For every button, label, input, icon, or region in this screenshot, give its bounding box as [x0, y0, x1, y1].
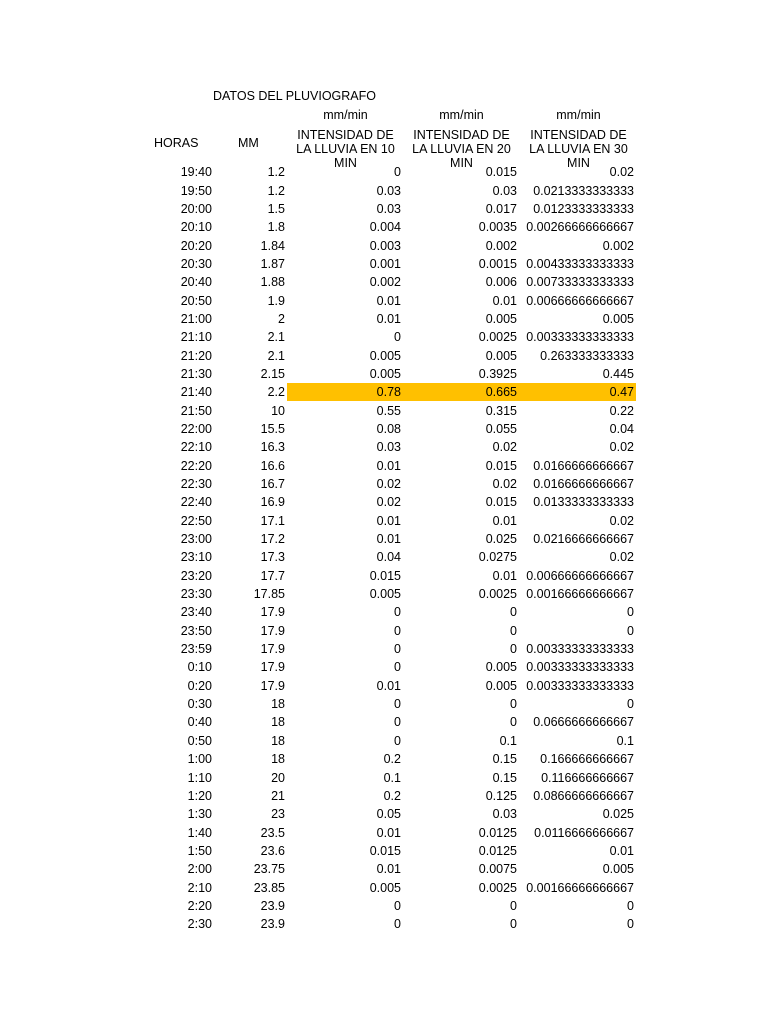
cell-intensity-20min[interactable]: 0.0275: [478, 550, 517, 565]
cell-intensity-10min[interactable]: 0: [394, 917, 401, 932]
cell-mm[interactable]: 17.9: [260, 678, 285, 693]
cell-mm[interactable]: 1.9: [267, 293, 285, 308]
table-row: [150, 842, 636, 860]
cell-intensity-30min[interactable]: 0.00666666666667: [526, 568, 634, 583]
table-row: [150, 695, 636, 713]
cell-hora[interactable]: 20:10: [180, 220, 212, 235]
cell-intensity-20min[interactable]: 0.0125: [478, 825, 517, 840]
cell-mm[interactable]: 23.5: [260, 825, 285, 840]
cell-intensity-30min[interactable]: 0.00333333333333: [526, 642, 634, 657]
cell-intensity-10min[interactable]: 0: [394, 623, 401, 638]
cell-intensity-10min[interactable]: 0: [394, 660, 401, 675]
cell-intensity-30min[interactable]: 0.0866666666667: [533, 788, 634, 803]
cell-hora[interactable]: 22:30: [180, 477, 212, 492]
cell-intensity-30min[interactable]: 0: [627, 697, 634, 712]
table-row: [150, 713, 636, 731]
cell-mm[interactable]: 17.9: [260, 660, 285, 675]
cell-hora[interactable]: 21:00: [180, 311, 212, 326]
cell-intensity-30min[interactable]: 0.0123333333333: [533, 201, 634, 216]
cell-mm[interactable]: 18: [271, 697, 285, 712]
cell-intensity-20min[interactable]: 0: [510, 715, 517, 730]
cell-mm[interactable]: 1.5: [267, 201, 285, 216]
cell-hora[interactable]: 21:40: [180, 385, 212, 400]
cell-hora[interactable]: 23:50: [180, 623, 212, 638]
cell-intensity-10min[interactable]: 0.003: [369, 238, 401, 253]
table-row: [150, 897, 636, 915]
cell-hora[interactable]: 22:40: [180, 495, 212, 510]
table-row: [150, 658, 636, 676]
cell-intensity-20min[interactable]: 0.0025: [478, 330, 517, 345]
cell-intensity-30min[interactable]: 0.0216666666667: [533, 532, 634, 547]
cell-intensity-20min[interactable]: 0.0035: [478, 220, 517, 235]
cell-intensity-30min[interactable]: 0.00166666666667: [526, 880, 634, 895]
cell-intensity-30min[interactable]: 0.0166666666667: [533, 477, 634, 492]
cell-mm[interactable]: 17.9: [260, 623, 285, 638]
cell-mm[interactable]: 16.3: [260, 440, 285, 455]
cell-intensity-20min[interactable]: 0.665: [403, 383, 519, 401]
cell-intensity-20min[interactable]: 0.0025: [478, 880, 517, 895]
column-header-intensity-20min: INTENSIDAD DE LA LLUVIA EN 20 MIN: [412, 128, 511, 170]
cell-intensity-30min[interactable]: 0.025: [602, 807, 634, 822]
cell-hora[interactable]: 0:40: [187, 715, 212, 730]
table-row: [150, 787, 636, 805]
table-row: [150, 603, 636, 621]
table-row: [150, 585, 636, 603]
cell-mm[interactable]: 17.1: [260, 513, 285, 528]
cell-mm[interactable]: 23.75: [253, 862, 285, 877]
cell-intensity-10min[interactable]: 0.01: [376, 678, 401, 693]
unit-label-30min: mm/min: [556, 108, 601, 122]
cell-mm[interactable]: 1.8: [267, 220, 285, 235]
cell-hora[interactable]: 22:00: [180, 421, 212, 436]
cell-hora[interactable]: 1:30: [187, 807, 212, 822]
cell-hora[interactable]: 21:20: [180, 348, 212, 363]
cell-hora[interactable]: 2:10: [187, 880, 212, 895]
cell-intensity-10min[interactable]: 0: [394, 330, 401, 345]
table-row: [150, 310, 636, 328]
cell-intensity-20min[interactable]: 0.0125: [478, 843, 517, 858]
cell-mm[interactable]: 23.9: [260, 898, 285, 913]
cell-intensity-10min[interactable]: 0.78: [287, 383, 403, 401]
cell-intensity-10min[interactable]: 0.02: [376, 477, 401, 492]
cell-intensity-20min[interactable]: 0.02: [492, 477, 517, 492]
cell-hora[interactable]: 23:30: [180, 587, 212, 602]
cell-intensity-30min[interactable]: 0.00333333333333: [526, 678, 634, 693]
cell-intensity-20min[interactable]: 0.125: [485, 788, 517, 803]
cell-intensity-30min[interactable]: 0.00266666666667: [526, 220, 634, 235]
cell-mm[interactable]: 2.1: [267, 348, 285, 363]
cell-mm[interactable]: 15.5: [260, 421, 285, 436]
table-row: [150, 493, 636, 511]
cell-intensity-10min[interactable]: 0.005: [369, 366, 401, 381]
cell-hora[interactable]: 23:00: [180, 532, 212, 547]
table-row: [150, 200, 636, 218]
table-row: [150, 732, 636, 750]
cell-mm[interactable]: 2.1: [267, 330, 285, 345]
cell-hora[interactable]: 0:10: [187, 660, 212, 675]
table-row: [150, 383, 636, 401]
cell-intensity-20min[interactable]: 0.15: [492, 770, 517, 785]
cell-intensity-10min[interactable]: 0.01: [376, 293, 401, 308]
cell-intensity-10min[interactable]: 0.015: [369, 843, 401, 858]
cell-hora[interactable]: 23:20: [180, 568, 212, 583]
table-row: [150, 346, 636, 364]
table-row: [150, 475, 636, 493]
cell-intensity-30min[interactable]: 0.02: [609, 440, 634, 455]
cell-intensity-10min[interactable]: 0: [394, 733, 401, 748]
cell-intensity-10min[interactable]: 0.01: [376, 825, 401, 840]
cell-hora[interactable]: 23:10: [180, 550, 212, 565]
cell-intensity-20min[interactable]: 0.015: [485, 458, 517, 473]
cell-intensity-20min[interactable]: 0.3925: [478, 366, 517, 381]
cell-intensity-20min[interactable]: 0.02: [492, 440, 517, 455]
cell-intensity-30min[interactable]: 0.02: [609, 513, 634, 528]
cell-intensity-20min[interactable]: 0.025: [485, 532, 517, 547]
cell-intensity-20min[interactable]: 0.005: [485, 311, 517, 326]
cell-hora[interactable]: 20:40: [180, 275, 212, 290]
rainfall-data-table: [150, 163, 636, 933]
cell-mm[interactable]: 2: [278, 311, 285, 326]
cell-mm[interactable]: 1.2: [267, 165, 285, 180]
cell-intensity-10min[interactable]: 0.03: [376, 440, 401, 455]
table-row: [150, 255, 636, 273]
cell-mm[interactable]: 1.88: [260, 275, 285, 290]
cell-intensity-30min[interactable]: 0: [627, 898, 634, 913]
cell-intensity-20min[interactable]: 0.002: [485, 238, 517, 253]
cell-hora[interactable]: 20:00: [180, 201, 212, 216]
cell-intensity-30min[interactable]: 0.47: [519, 383, 636, 401]
table-row: [150, 365, 636, 383]
cell-intensity-10min[interactable]: 0.005: [369, 348, 401, 363]
cell-intensity-20min[interactable]: 0.005: [485, 660, 517, 675]
cell-intensity-20min[interactable]: 0.005: [485, 678, 517, 693]
cell-intensity-30min[interactable]: 0.0116666666667: [534, 825, 634, 840]
cell-intensity-20min[interactable]: 0: [510, 917, 517, 932]
cell-hora[interactable]: 21:10: [180, 330, 212, 345]
table-row: [150, 512, 636, 530]
cell-intensity-30min[interactable]: 0.002: [602, 238, 634, 253]
cell-hora[interactable]: 1:40: [187, 825, 212, 840]
cell-intensity-30min[interactable]: 0.00166666666667: [526, 587, 634, 602]
cell-mm[interactable]: 1.87: [260, 256, 285, 271]
table-row: [150, 622, 636, 640]
cell-intensity-20min[interactable]: 0.01: [492, 513, 517, 528]
cell-intensity-20min[interactable]: 0: [510, 697, 517, 712]
cell-intensity-30min[interactable]: 0.02: [609, 550, 634, 565]
cell-mm[interactable]: 17.3: [260, 550, 285, 565]
column-header-intensity-30min: INTENSIDAD DE LA LLUVIA EN 30 MIN: [529, 128, 628, 170]
cell-intensity-10min[interactable]: 0.01: [376, 862, 401, 877]
cell-hora[interactable]: 1:10: [187, 770, 212, 785]
cell-intensity-10min[interactable]: 0.005: [369, 880, 401, 895]
cell-intensity-20min[interactable]: 0: [510, 623, 517, 638]
cell-intensity-20min[interactable]: 0.0015: [478, 256, 517, 271]
table-row: [150, 218, 636, 236]
cell-mm[interactable]: 23.6: [260, 843, 285, 858]
table-row: [150, 677, 636, 695]
table-row: [150, 548, 636, 566]
cell-mm[interactable]: 17.9: [260, 605, 285, 620]
cell-hora[interactable]: 21:30: [180, 366, 212, 381]
cell-intensity-30min[interactable]: 0.0213333333333: [533, 183, 634, 198]
cell-hora[interactable]: 0:20: [187, 678, 212, 693]
cell-intensity-10min[interactable]: 0.1: [383, 770, 401, 785]
table-row: [150, 640, 636, 658]
cell-intensity-20min[interactable]: 0: [510, 898, 517, 913]
cell-intensity-30min[interactable]: 0.00333333333333: [526, 330, 634, 345]
cell-intensity-20min[interactable]: 0.055: [485, 421, 517, 436]
cell-intensity-30min[interactable]: 0.263333333333: [540, 348, 634, 363]
cell-intensity-20min[interactable]: 0.03: [492, 183, 517, 198]
cell-intensity-30min[interactable]: 0.00333333333333: [526, 660, 634, 675]
cell-intensity-30min[interactable]: 0.22: [609, 403, 634, 418]
cell-hora[interactable]: 22:50: [180, 513, 212, 528]
table-row: [150, 915, 636, 933]
cell-mm[interactable]: 17.7: [260, 568, 285, 583]
cell-hora[interactable]: 23:59: [180, 642, 212, 657]
cell-intensity-10min[interactable]: 0.02: [376, 495, 401, 510]
cell-mm[interactable]: 16.6: [260, 458, 285, 473]
cell-intensity-30min[interactable]: 0.005: [602, 862, 634, 877]
cell-intensity-10min[interactable]: 0: [394, 642, 401, 657]
cell-intensity-10min[interactable]: 0.03: [376, 183, 401, 198]
cell-intensity-20min[interactable]: 0.01: [492, 293, 517, 308]
cell-intensity-20min[interactable]: 0.015: [485, 165, 517, 180]
cell-mm[interactable]: 23.9: [260, 917, 285, 932]
cell-intensity-20min[interactable]: 0.0075: [478, 862, 517, 877]
cell-mm[interactable]: 2.2: [267, 385, 285, 400]
cell-intensity-10min[interactable]: 0: [394, 697, 401, 712]
cell-hora[interactable]: 1:20: [187, 788, 212, 803]
cell-intensity-30min[interactable]: 0.00733333333333: [526, 275, 634, 290]
cell-intensity-10min[interactable]: 0.01: [376, 532, 401, 547]
cell-mm[interactable]: 17.85: [253, 587, 285, 602]
cell-mm[interactable]: 16.7: [260, 477, 285, 492]
cell-intensity-30min[interactable]: 0.0166666666667: [533, 458, 634, 473]
cell-hora[interactable]: 20:50: [180, 293, 212, 308]
cell-intensity-20min[interactable]: 0.01: [492, 568, 517, 583]
cell-hora[interactable]: 20:20: [180, 238, 212, 253]
cell-intensity-30min[interactable]: 0.01: [609, 843, 634, 858]
cell-intensity-30min[interactable]: 0.166666666667: [540, 752, 634, 767]
cell-intensity-10min[interactable]: 0: [394, 715, 401, 730]
sheet-title: DATOS DEL PLUVIOGRAFO: [213, 89, 377, 103]
cell-mm[interactable]: 2.15: [260, 366, 285, 381]
cell-hora[interactable]: 0:30: [187, 697, 212, 712]
cell-intensity-30min[interactable]: 0.0133333333333: [533, 495, 634, 510]
column-header-mm: MM: [238, 136, 259, 150]
table-row: [150, 273, 636, 291]
cell-hora[interactable]: 1:00: [187, 752, 212, 767]
cell-mm[interactable]: 23: [271, 807, 285, 822]
cell-mm[interactable]: 23.85: [253, 880, 285, 895]
cell-intensity-20min[interactable]: 0.1: [499, 733, 517, 748]
cell-hora[interactable]: 22:10: [180, 440, 212, 455]
cell-hora[interactable]: 22:20: [180, 458, 212, 473]
table-row: [150, 823, 636, 841]
cell-intensity-10min[interactable]: 0.55: [376, 403, 401, 418]
cell-intensity-30min[interactable]: 0.02: [609, 165, 634, 180]
cell-hora[interactable]: 23:40: [180, 605, 212, 620]
cell-intensity-10min[interactable]: 0.015: [369, 568, 401, 583]
unit-label-20min: mm/min: [439, 108, 484, 122]
table-row: [150, 291, 636, 309]
table-row: [150, 805, 636, 823]
table-row: [150, 328, 636, 346]
unit-label-10min: mm/min: [323, 108, 368, 122]
cell-hora[interactable]: 0:50: [187, 733, 212, 748]
cell-hora[interactable]: 21:50: [180, 403, 212, 418]
cell-intensity-10min[interactable]: 0.005: [369, 587, 401, 602]
table-row: [150, 530, 636, 548]
cell-hora[interactable]: 19:50: [180, 183, 212, 198]
cell-intensity-30min[interactable]: 0.04: [609, 421, 634, 436]
cell-mm[interactable]: 20: [271, 770, 285, 785]
cell-intensity-30min[interactable]: 0.0666666666667: [533, 715, 634, 730]
table-row: [150, 438, 636, 456]
cell-mm[interactable]: 16.9: [260, 495, 285, 510]
cell-intensity-30min[interactable]: 0.445: [602, 366, 634, 381]
table-row: [150, 567, 636, 585]
cell-intensity-10min[interactable]: 0.004: [369, 220, 401, 235]
cell-hora[interactable]: 2:30: [187, 917, 212, 932]
cell-hora[interactable]: 1:50: [187, 843, 212, 858]
column-header-horas: HORAS: [154, 136, 199, 150]
cell-intensity-20min[interactable]: 0.005: [485, 348, 517, 363]
cell-intensity-10min[interactable]: 0: [394, 605, 401, 620]
cell-intensity-10min[interactable]: 0: [394, 165, 401, 180]
table-row: [150, 768, 636, 786]
table-row: [150, 236, 636, 254]
cell-intensity-10min[interactable]: 0.2: [383, 752, 401, 767]
cell-mm[interactable]: 17.2: [260, 532, 285, 547]
cell-mm[interactable]: 21: [271, 788, 285, 803]
cell-mm[interactable]: 18: [271, 752, 285, 767]
cell-intensity-20min[interactable]: 0.315: [485, 403, 517, 418]
cell-intensity-30min[interactable]: 0: [627, 623, 634, 638]
cell-intensity-20min[interactable]: 0: [510, 605, 517, 620]
cell-hora[interactable]: 2:00: [187, 862, 212, 877]
cell-intensity-10min[interactable]: 0.002: [369, 275, 401, 290]
cell-mm[interactable]: 10: [271, 403, 285, 418]
cell-intensity-10min[interactable]: 0.001: [369, 256, 401, 271]
cell-intensity-10min[interactable]: 0.01: [376, 311, 401, 326]
cell-hora[interactable]: 2:20: [187, 898, 212, 913]
cell-intensity-30min[interactable]: 0.1: [616, 733, 634, 748]
cell-mm[interactable]: 17.9: [260, 642, 285, 657]
cell-intensity-20min[interactable]: 0.015: [485, 495, 517, 510]
cell-mm[interactable]: 18: [271, 715, 285, 730]
cell-intensity-10min[interactable]: 0.01: [376, 513, 401, 528]
cell-intensity-10min[interactable]: 0.2: [383, 788, 401, 803]
cell-intensity-30min[interactable]: 0.00666666666667: [526, 293, 634, 308]
cell-mm[interactable]: 1.2: [267, 183, 285, 198]
cell-hora[interactable]: 20:30: [180, 256, 212, 271]
table-row: [150, 420, 636, 438]
cell-mm[interactable]: 18: [271, 733, 285, 748]
table-row: [150, 457, 636, 475]
cell-intensity-30min[interactable]: 0.00433333333333: [526, 256, 634, 271]
cell-intensity-20min[interactable]: 0.006: [485, 275, 517, 290]
table-row: [150, 163, 636, 181]
cell-intensity-10min[interactable]: 0.01: [376, 458, 401, 473]
cell-intensity-10min[interactable]: 0: [394, 898, 401, 913]
cell-intensity-10min[interactable]: 0.03: [376, 201, 401, 216]
cell-intensity-30min[interactable]: 0.005: [602, 311, 634, 326]
cell-intensity-30min[interactable]: 0: [627, 917, 634, 932]
table-row: [150, 181, 636, 199]
cell-intensity-20min[interactable]: 0.0025: [478, 587, 517, 602]
cell-intensity-20min[interactable]: 0.03: [492, 807, 517, 822]
cell-intensity-20min[interactable]: 0.15: [492, 752, 517, 767]
cell-intensity-20min[interactable]: 0: [510, 642, 517, 657]
table-row: [150, 878, 636, 896]
cell-intensity-30min[interactable]: 0: [627, 605, 634, 620]
cell-intensity-20min[interactable]: 0.017: [485, 201, 517, 216]
table-row: [150, 401, 636, 419]
table-row: [150, 860, 636, 878]
cell-hora[interactable]: 19:40: [180, 165, 212, 180]
cell-intensity-30min[interactable]: 0.116666666667: [541, 770, 634, 785]
column-header-intensity-10min: INTENSIDAD DE LA LLUVIA EN 10 MIN: [296, 128, 395, 170]
cell-mm[interactable]: 1.84: [260, 238, 285, 253]
cell-intensity-10min[interactable]: 0.05: [376, 807, 401, 822]
cell-intensity-10min[interactable]: 0.08: [376, 421, 401, 436]
table-row: [150, 750, 636, 768]
cell-intensity-10min[interactable]: 0.04: [376, 550, 401, 565]
